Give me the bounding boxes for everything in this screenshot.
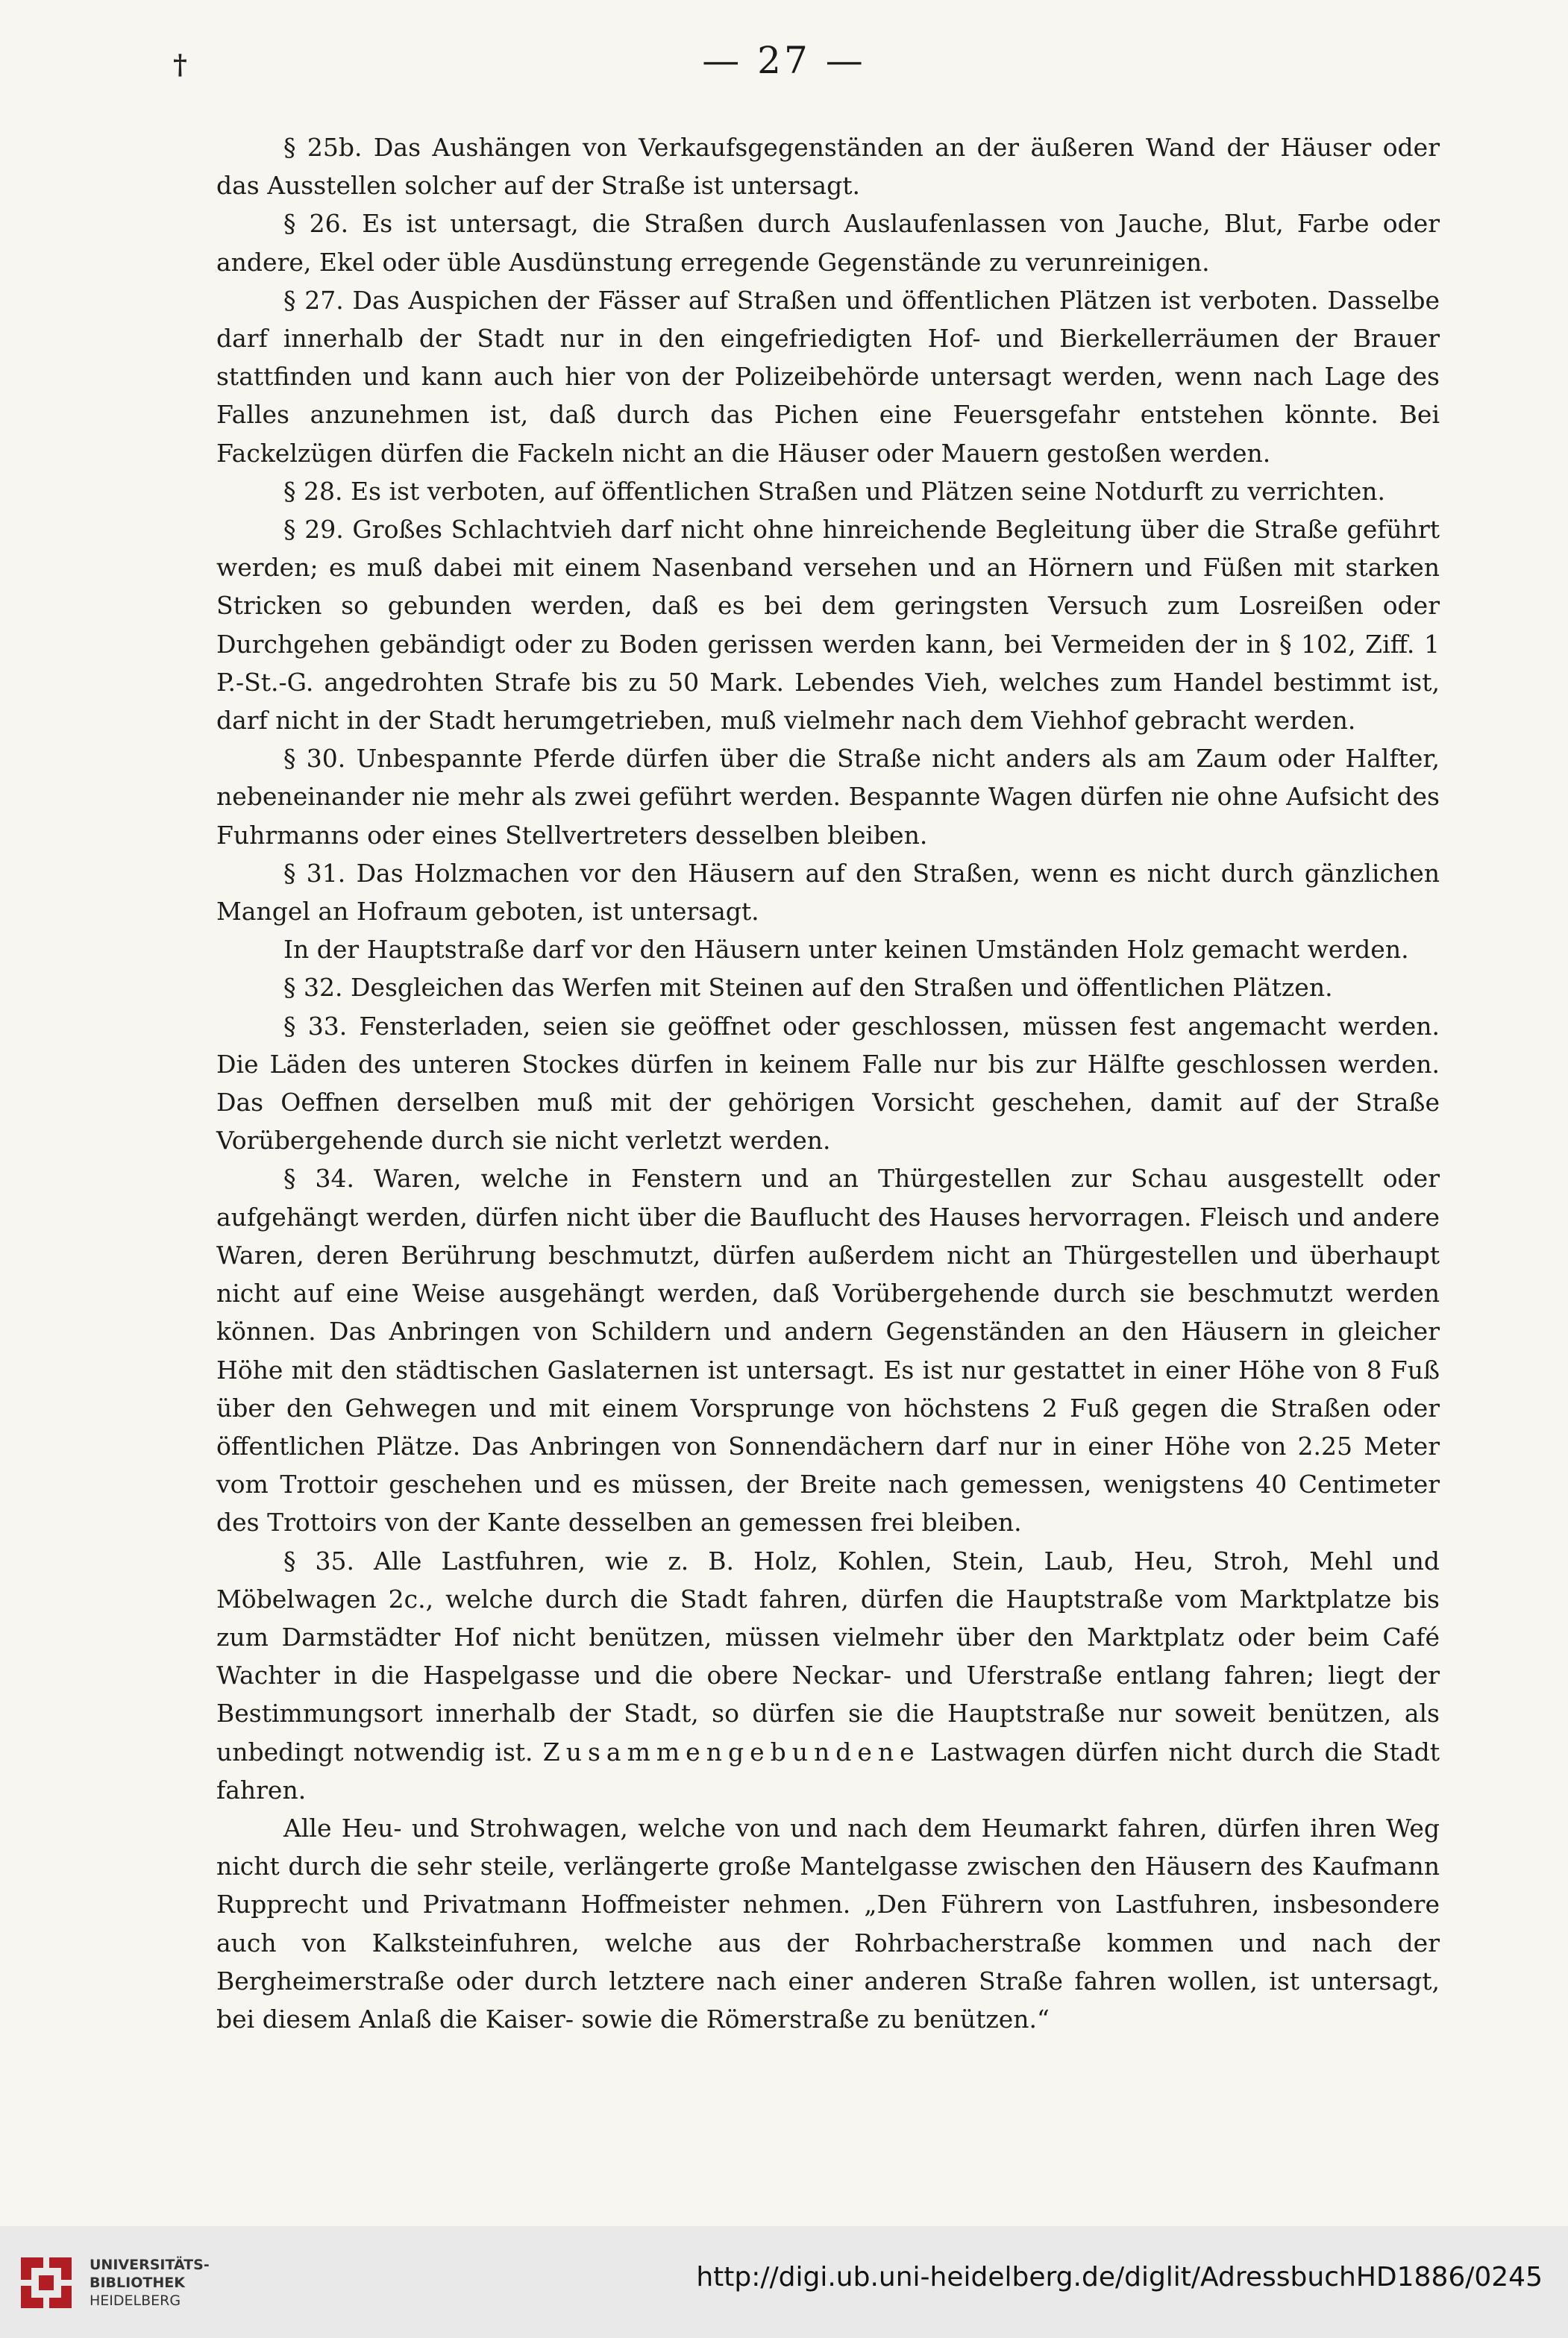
paragraph-32: § 32. Desgleichen das Werfen mit Steinen auf den Straßen und öffentlichen Plätzen.: [283, 973, 1333, 1003]
paragraph-30: § 30. Unbespannte Pferde dürfen über die Straße nicht anders als am Zaum oder Halfter, nebeneinander nie mehr als zwei geführt werden. Bespannte Wagen dürfen nie ohne Aufsicht des Fuhrmanns oder eines Stellvertreters desselben bleiben.: [216, 744, 1440, 850]
paragraph-35-continued: Alle Heu- und Strohwagen, welche von und nach dem Heumarkt fahren, dürfen ihren Weg nicht durch die sehr steile, verlängerte große Mantelgasse zwischen den Häusern des Kaufmann Rupprecht und Privatmann Hoffmeister nehmen. „Den Führern von Lastfuhren, insbesondere auch von Kalksteinfuhren, welche aus der Rohrbacherstraße kommen und nach der Bergheimerstraße oder durch letztere nach einer anderen Straße fahren wollen, ist untersagt, bei diesem Anlaß die Kaiser- sowie die Römerstraße zu benützen.“: [216, 1813, 1440, 2034]
institution-line-1: UNIVERSITÄTS-: [90, 2257, 210, 2273]
paragraph-28: § 28. Es ist verboten, auf öffentlichen Straßen und Plätzen seine Notdurft zu verrichten.: [283, 476, 1385, 506]
digitization-footer: [0, 2226, 1568, 2338]
margin-mark: †: [173, 49, 187, 81]
institution-line-3: HEIDELBERG: [90, 2292, 181, 2309]
paragraph-35-text: § 35. Alle Lastfuhren, wie z. B. Holz, Kohlen, Stein, Laub, Heu, Stroh, Mehl und Möbelwagen 2c., welche durch die Stadt fahren, dürfen die Hauptstraße vom Marktplatze bis zum Darmstädter Hof nicht benützen, müssen vielmehr über den Marktplatz oder beim Café Wachter in die Haspelgasse und die obere Neckar- und Uferstraße entlang fahren; liegt der Bestimmungsort innerhalb der Stadt, so dürfen sie die Hauptstraße nur soweit benützen, als unbedingt notwendig ist.: [216, 1546, 1440, 1767]
paragraph-35-emphasis: Zusammengebundene: [542, 1737, 921, 1767]
paragraph-26: § 26. Es ist untersagt, die Straßen durch Auslaufenlassen von Jauche, Blut, Farbe oder andere, Ekel oder üble Ausdünstung erregende Gegenstände zu verunreinigen.: [216, 209, 1440, 277]
paragraph-27: § 27. Das Auspichen der Fässer auf Straßen und öffentlichen Plätzen ist verboten. Dasselbe darf innerhalb der Stadt nur in den eingefriedigten Hof- und Bierkellerräumen der Brauer stattfinden und kann auch hier von der Polizeibehörde untersagt werden, wenn nach Lage des Falles anzunehmen ist, daß durch das Pichen eine Feuersgefahr entstehen könnte. Bei Fackelzügen dürfen die Fackeln nicht an die Häuser oder Mauern gestoßen werden.: [216, 285, 1440, 468]
paragraph-25b: § 25b. Das Aushängen von Verkaufsgegenständen an der äußeren Wand der Häuser oder das Ausstellen solcher auf der Straße ist untersagt.: [216, 133, 1440, 201]
institution-line-2: BIBLIOTHEK: [90, 2275, 185, 2291]
paragraph-29: § 29. Großes Schlachtvieh darf nicht ohne hinreichende Begleitung über die Straße geführt werden; es muß dabei mit einem Nasenband versehen und an Hörnern und Füßen mit starken Stricken so gebunden werden, daß es bei dem geringsten Versuch zum Losreißen oder Durchgehen gebändigt oder zu Boden gerissen werden kann, bei Vermeiden der in § 102, Ziff. 1 P.-St.-G. angedrohten Strafe bis zu 50 Mark. Lebendes Vieh, welches zum Handel bestimmt ist, darf nicht in der Stadt herumgetrieben, muß vielmehr nach dem Viehhof gebracht werden.: [216, 515, 1440, 736]
paragraph-31: § 31. Das Holzmachen vor den Häusern auf den Straßen, wenn es nicht durch gänzlichen Mangel an Hofraum geboten, ist untersagt.: [216, 858, 1440, 927]
source-url-link[interactable]: http://digi.ub.uni-heidelberg.de/diglit/AdressbuchHD1886/0245: [696, 2262, 1543, 2292]
paragraph-35: [216, 1542, 1440, 1809]
library-logo-icon: [16, 2253, 76, 2313]
paragraph-34: § 34. Waren, welche in Fenstern und an Thürgestellen zur Schau ausgestellt oder aufgehängt werden, dürfen nicht über die Bauflucht des Hauses hervorragen. Fleisch und andere Waren, deren Berührung beschmutzt, dürfen außerdem nicht an Thürgestellen und überhaupt nicht auf eine Weise ausgehängt werden, daß Vorübergehende durch sie beschmutzt werden können. Das Anbringen von Schildern und andern Gegenständen an den Häusern in gleicher Höhe mit den städtischen Gaslaternen ist untersagt. Es ist nur gestattet in einer Höhe von 8 Fuß über den Gehwegen und mit einem Vorsprunge von höchstens 2 Fuß gegen die Straßen oder öffentlichen Plätze. Das Anbringen von Sonnendächern darf nur in einer Höhe von 2.25 Meter vom Trottoir geschehen und es müssen, der Breite nach gemessen, wenigstens 40 Centimeter des Trottoirs von der Kante desselben an gemessen frei bleiben.: [216, 1164, 1440, 1538]
paragraph-33: § 33. Fensterladen, seien sie geöffnet oder geschlossen, müssen fest angemacht werden. Die Läden des unteren Stockes dürfen in keinem Falle nur bis zur Hälfte geschlossen werden. Das Oeffnen derselben muß mit der gehörigen Vorsicht geschehen, damit auf der Straße Vorübergehende durch sie nicht verletzt werden.: [216, 1011, 1440, 1156]
ordinance-text: [216, 128, 1440, 2038]
institution-name: [90, 2256, 210, 2310]
page-number: — 27 —: [702, 39, 866, 82]
paragraph-35-tail: Lastwagen dürfen nicht durch die Stadt fahren.: [216, 1737, 1440, 1805]
paragraph-31-continued: In der Hauptstraße darf vor den Häusern unter keinen Umständen Holz gemacht werden.: [283, 935, 1409, 965]
